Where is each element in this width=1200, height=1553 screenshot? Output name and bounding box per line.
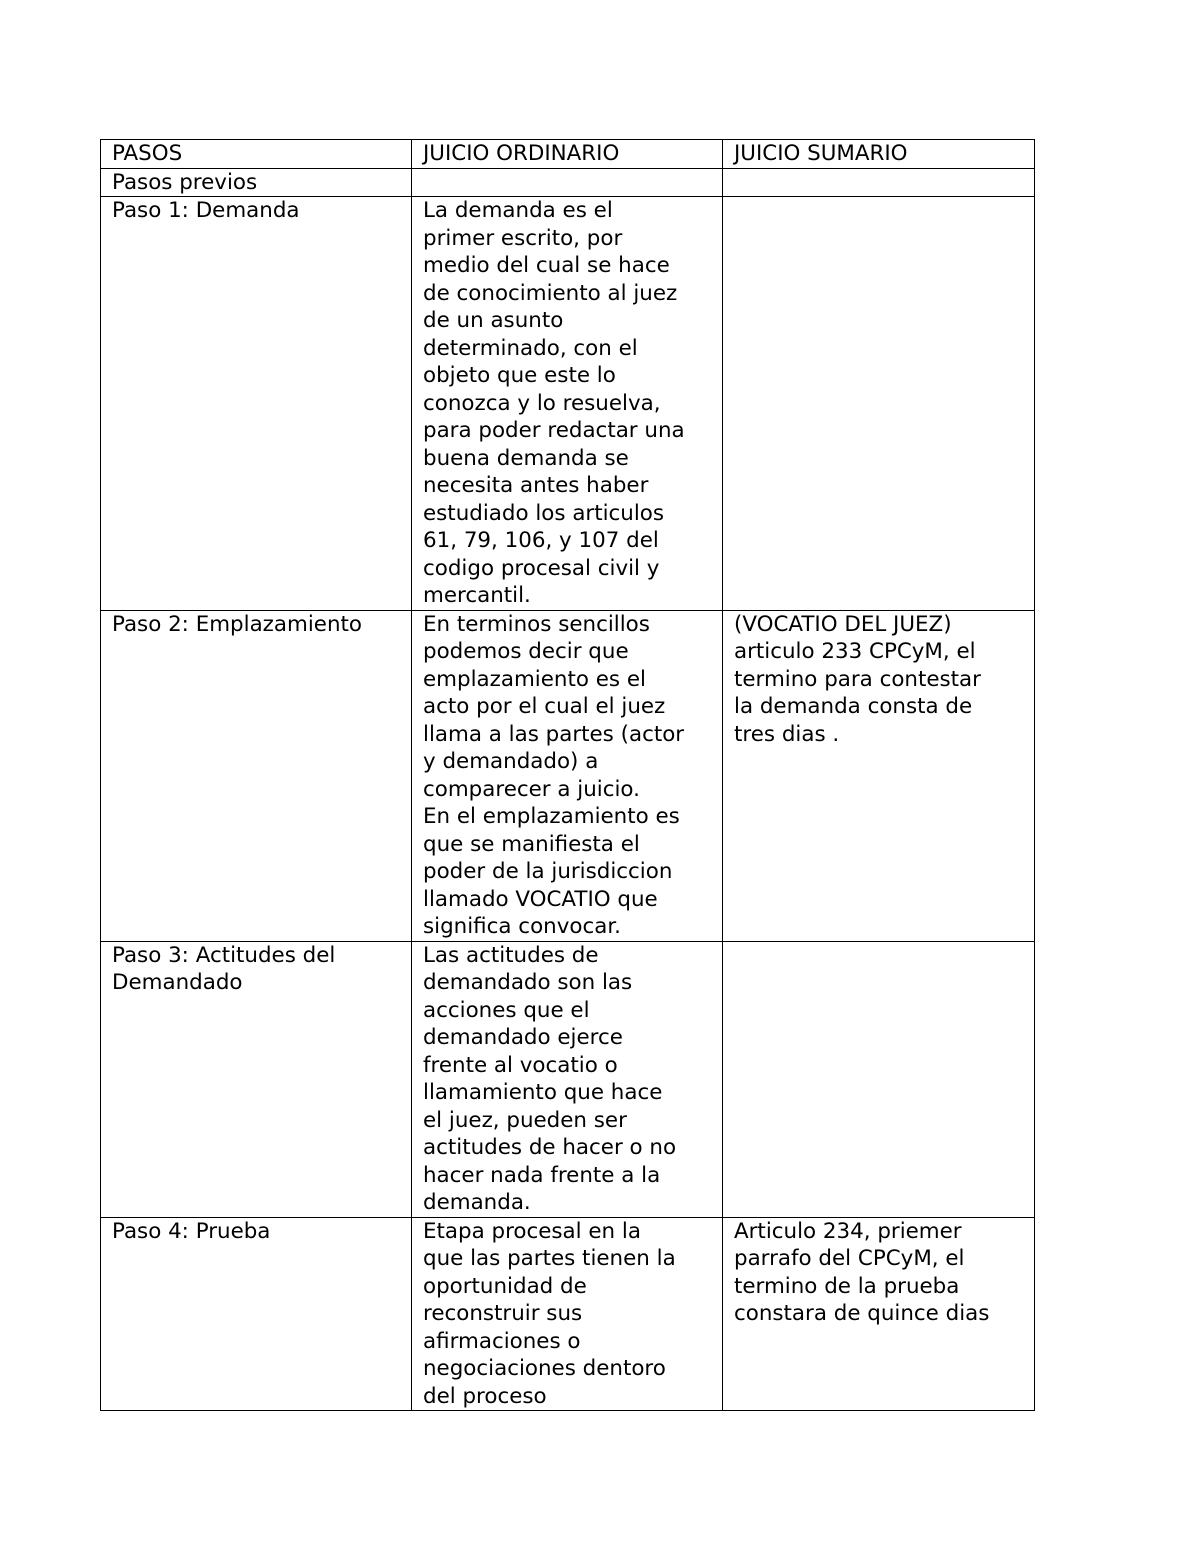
cell-paso: Paso 4: Prueba	[101, 1217, 412, 1411]
table-row	[101, 1217, 1035, 1411]
table-row	[101, 168, 1035, 197]
header-pasos: PASOS	[101, 140, 412, 169]
table-header-row	[101, 140, 1035, 169]
cell-sumario	[723, 197, 1035, 611]
cell-sumario	[723, 941, 1035, 1217]
cell-paso: Paso 1: Demanda	[101, 197, 412, 611]
cell-ordinario: En terminos sencillos podemos decir que emplazamiento es el acto por el cual el juez llama a las partes (actor y demandado) a comparecer a juicio. En el emplazamiento es que se manifiesta el poder de la jurisdiccion llamado VOCATIO que significa convocar.	[412, 610, 723, 941]
cell-paso: Pasos previos	[101, 168, 412, 197]
cell-ordinario: Las actitudes de demandado son las acciones que el demandado ejerce frente al vocatio o llamamiento que hace el juez, pueden ser actitudes de hacer o no hacer nada frente a la demanda.	[412, 941, 723, 1217]
table-row	[101, 197, 1035, 611]
cell-sumario: Articulo 234, priemer parrafo del CPCyM, el termino de la prueba constara de quince dias	[723, 1217, 1035, 1411]
header-juicio-ordinario: JUICIO ORDINARIO	[412, 140, 723, 169]
cell-sumario: (VOCATIO DEL JUEZ) articulo 233 CPCyM, el termino para contestar la demanda consta de tres dias .	[723, 610, 1035, 941]
steps-comparison-table	[100, 139, 1035, 1411]
cell-ordinario	[412, 168, 723, 197]
cell-sumario	[723, 168, 1035, 197]
cell-paso: Paso 2: Emplazamiento	[101, 610, 412, 941]
header-juicio-sumario: JUICIO SUMARIO	[723, 140, 1035, 169]
cell-paso: Paso 3: Actitudes del Demandado	[101, 941, 412, 1217]
table-row	[101, 941, 1035, 1217]
cell-ordinario: La demanda es el primer escrito, por medio del cual se hace de conocimiento al juez de un asunto determinado, con el objeto que este lo conozca y lo resuelva, para poder redactar una buena demanda se necesita antes haber estudiado los articulos 61, 79, 106, y 107 del codigo procesal civil y mercantil.	[412, 197, 723, 611]
table-row	[101, 610, 1035, 941]
cell-ordinario: Etapa procesal en la que las partes tienen la oportunidad de reconstruir sus afirmaciones o negociaciones dentoro del proceso	[412, 1217, 723, 1411]
